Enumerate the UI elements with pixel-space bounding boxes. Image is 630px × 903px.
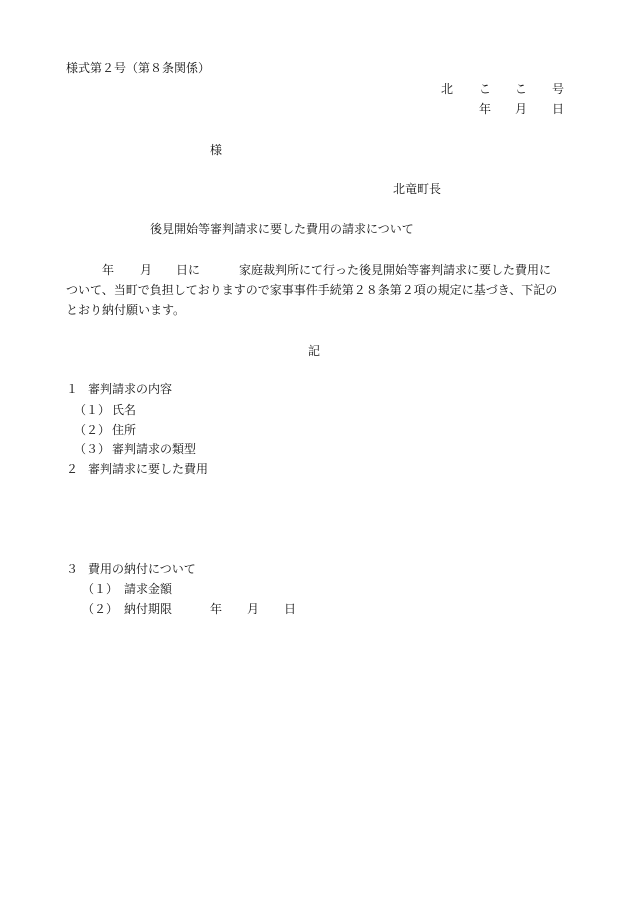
body-day: 日に [176, 263, 201, 277]
doc-no-suffix: 号 [552, 82, 565, 96]
body-line1-rest: 家庭裁判所にて行った後見開始等審判請求に要した費用に [239, 263, 552, 277]
section-1-1-label: 氏名 [112, 403, 137, 417]
section-3-num: ３ [66, 562, 79, 576]
section-1-3-label: 審判請求の類型 [112, 442, 197, 456]
section-3-2-label: 納付期限 [124, 602, 173, 616]
date-year: 年 [479, 102, 492, 116]
document-title: 後見開始等審判請求に要した費用の請求について [150, 222, 414, 236]
section-3-2-month: 月 [247, 602, 260, 616]
addressee-honorific: 様 [210, 143, 223, 157]
sender-name: 北竜町長 [393, 182, 442, 196]
date-month: 月 [515, 102, 528, 116]
section-1-num: １ [66, 382, 79, 396]
body-line3: とおり納付願います。 [66, 303, 186, 317]
doc-no-blank-1: こ [479, 82, 492, 96]
section-1-1-num: （１） [74, 403, 111, 417]
section-1-2-label: 住所 [112, 423, 137, 437]
body-month: 月 [140, 263, 153, 277]
section-3-2-day: 日 [284, 602, 297, 616]
section-1-label: 審判請求の内容 [88, 382, 173, 396]
doc-no-blank-2: こ [515, 82, 528, 96]
section-3-2-year: 年 [210, 602, 223, 616]
section-2-label: 審判請求に要した費用 [88, 462, 209, 476]
form-label: 様式第２号（第８条関係） [66, 61, 211, 75]
body-line2: ついて、当町で負担しておりますので家事事件手続第２８条第２項の規定に基づき、下記の [66, 283, 558, 297]
section-1-2-num: （２） [74, 423, 111, 437]
ki-heading: 記 [308, 344, 321, 358]
section-3-1-num: （１） [82, 582, 119, 596]
doc-no-city: 北 [441, 82, 454, 96]
section-1-3-num: （３） [74, 442, 111, 456]
date-day: 日 [552, 102, 565, 116]
section-2-num: ２ [66, 462, 79, 476]
body-year: 年 [102, 263, 115, 277]
section-3-2-num: （２） [82, 602, 119, 616]
section-3-label: 費用の納付について [88, 562, 196, 576]
section-3-1-label: 請求金額 [124, 582, 173, 596]
